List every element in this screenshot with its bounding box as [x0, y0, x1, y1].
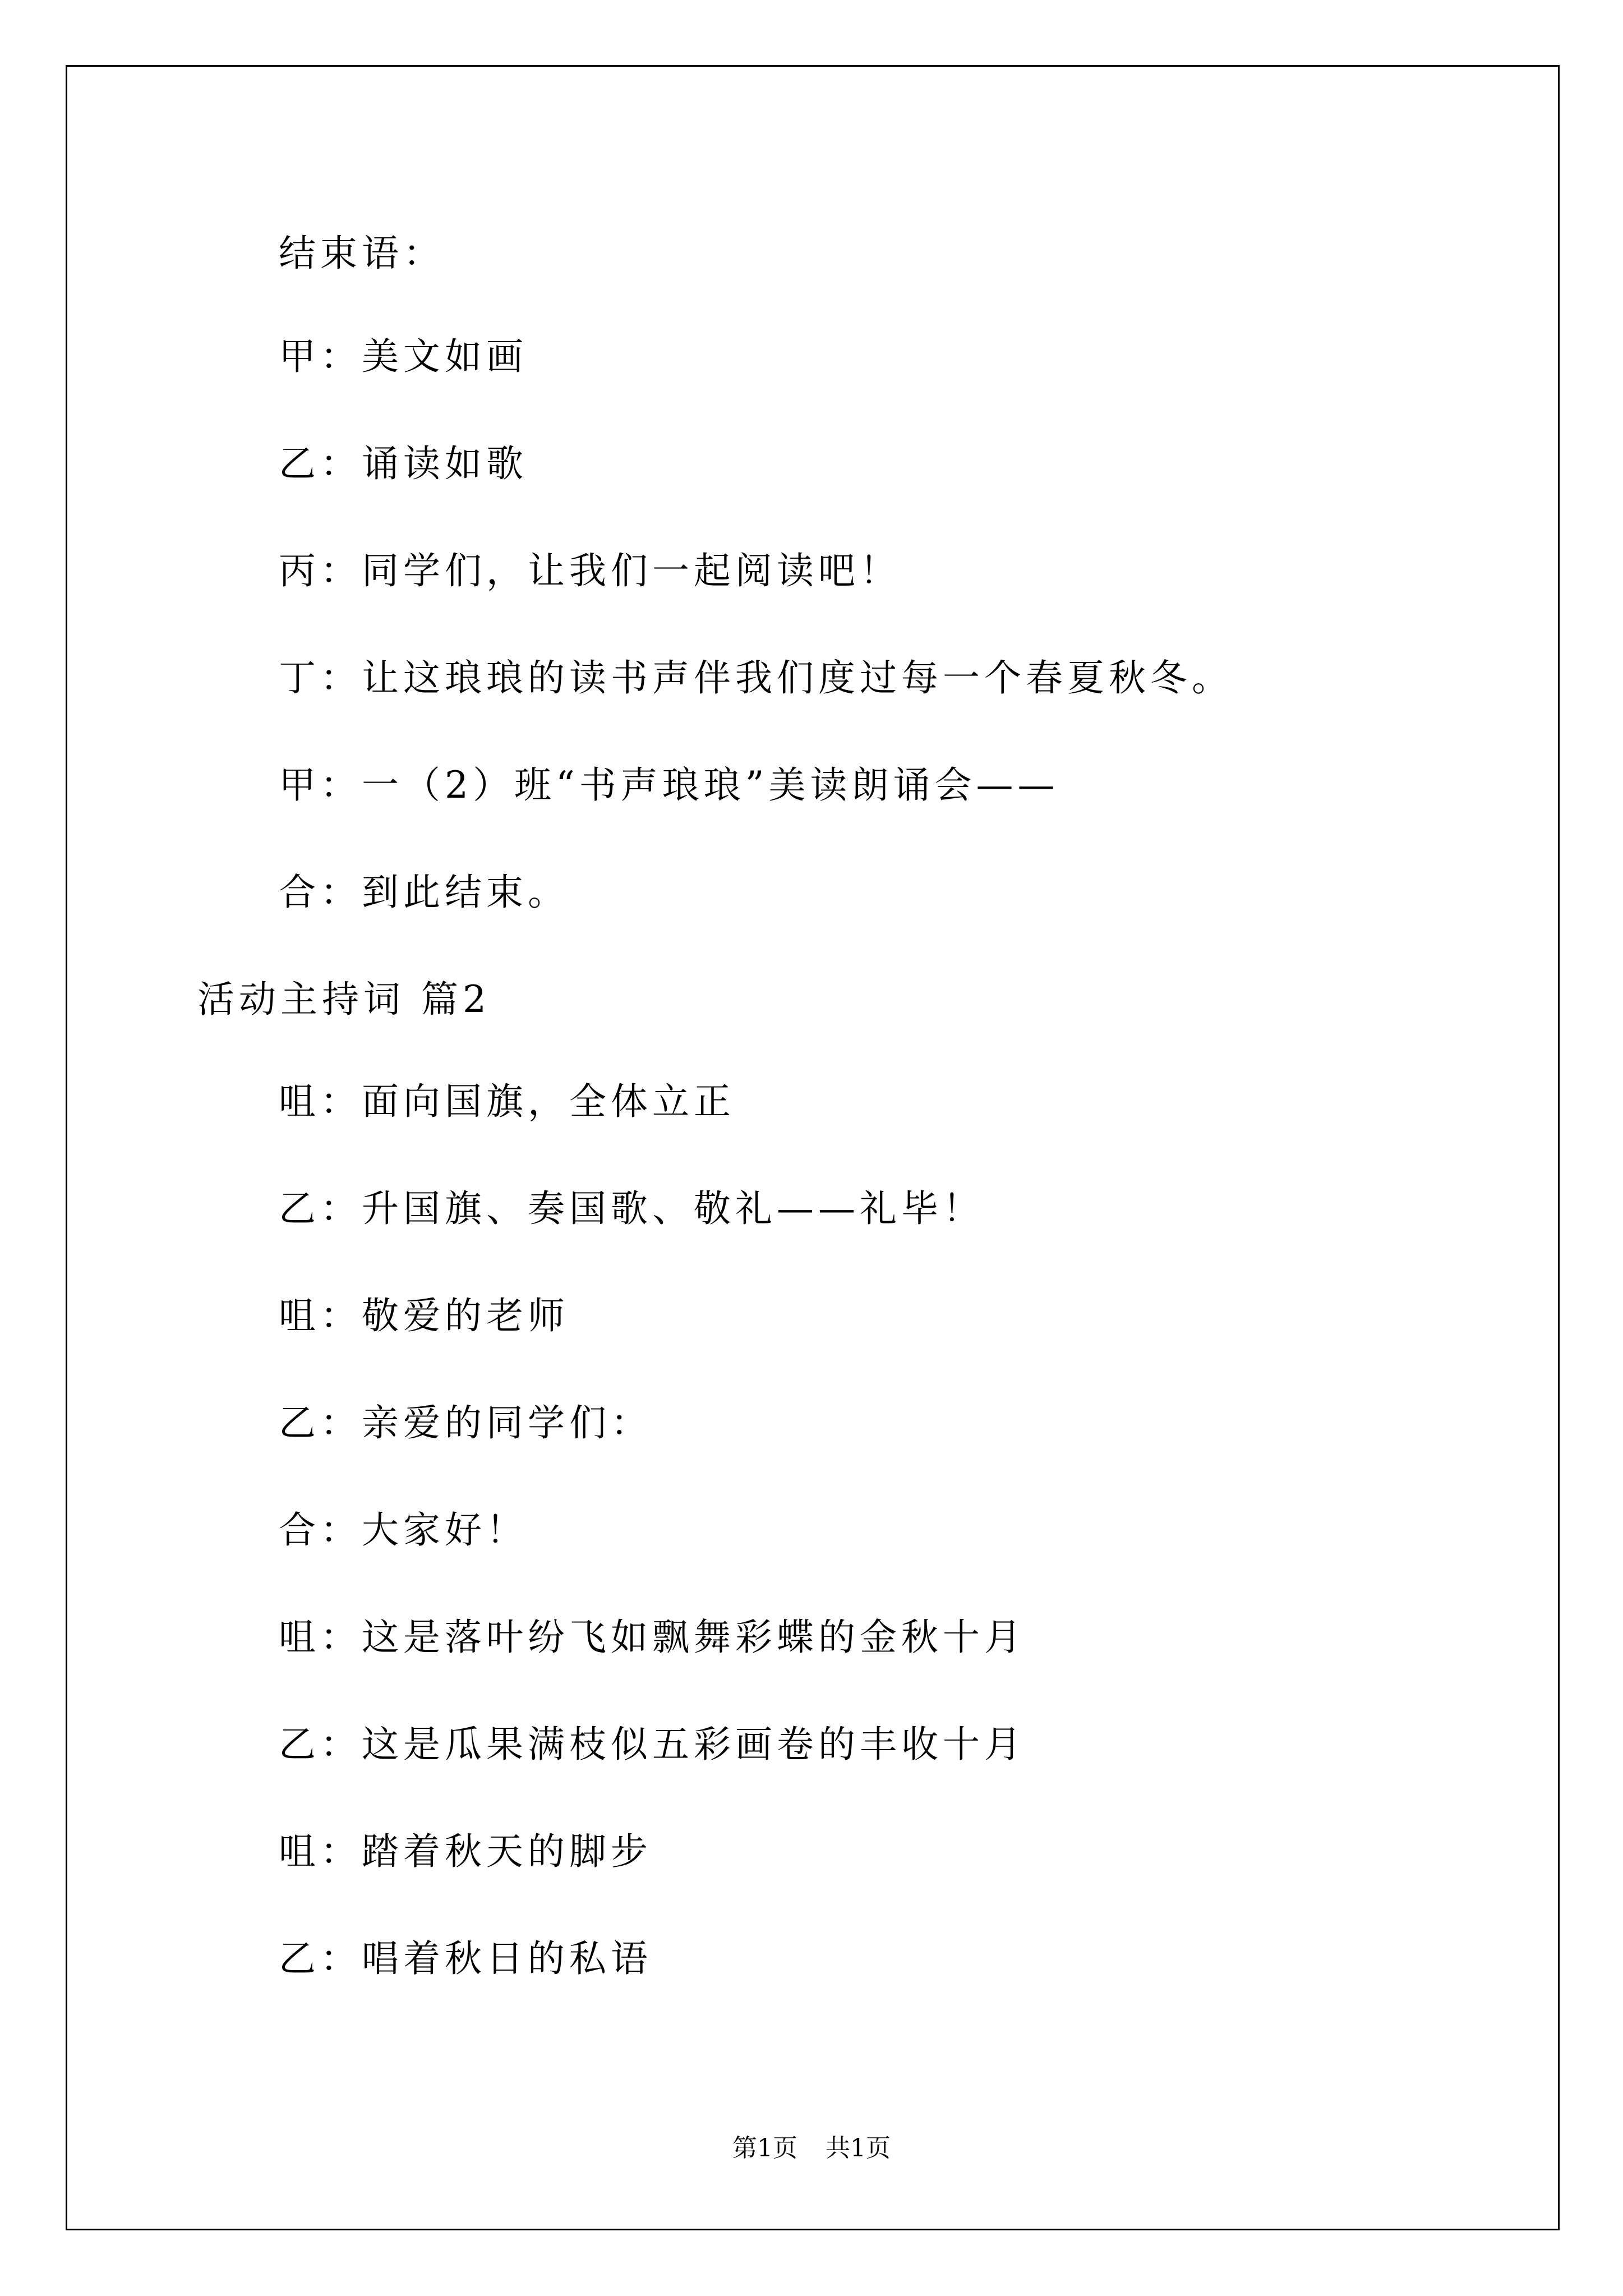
text-line: 合：到此结束。 — [279, 871, 569, 914]
text-line: 乙：这是瓜果满枝似五彩画卷的丰收十月 — [279, 1723, 1026, 1766]
page-number: 第1页 — [732, 2134, 797, 2162]
text-line: 甲：一（2）班“书声琅琅”美读朗诵会—— — [279, 763, 1059, 807]
text-line: 丙：同学们，让我们一起阅读吧！ — [279, 549, 901, 592]
page-total: 共1页 — [826, 2134, 891, 2162]
text-line: 乙：诵读如歌 — [279, 442, 528, 485]
text-line: 乙：升国旗、奏国歌、敬礼——礼毕！ — [279, 1187, 984, 1230]
text-line: 咀：踏着秋天的脚步 — [279, 1830, 652, 1873]
text-line: 咀：敬爱的老师 — [279, 1294, 569, 1337]
page-border — [66, 65, 1560, 2230]
text-line: 结束语： — [279, 232, 445, 275]
text-line: 咀：这是落叶纷飞如飘舞彩蝶的金秋十月 — [279, 1616, 1026, 1659]
section-heading: 活动主持词 篇2 — [197, 978, 491, 1021]
text-line: 甲：美文如画 — [279, 335, 528, 378]
text-line: 合：大家好！ — [279, 1508, 528, 1552]
text-line: 丁：让这琅琅的读书声伴我们度过每一个春夏秋冬。 — [279, 656, 1233, 700]
page-footer — [0, 2133, 1623, 2164]
text-line: 咀：面向国旗，全体立正 — [279, 1080, 735, 1123]
text-line: 乙：亲爱的同学们： — [279, 1401, 652, 1444]
text-line: 乙：唱着秋日的私语 — [279, 1937, 652, 1980]
